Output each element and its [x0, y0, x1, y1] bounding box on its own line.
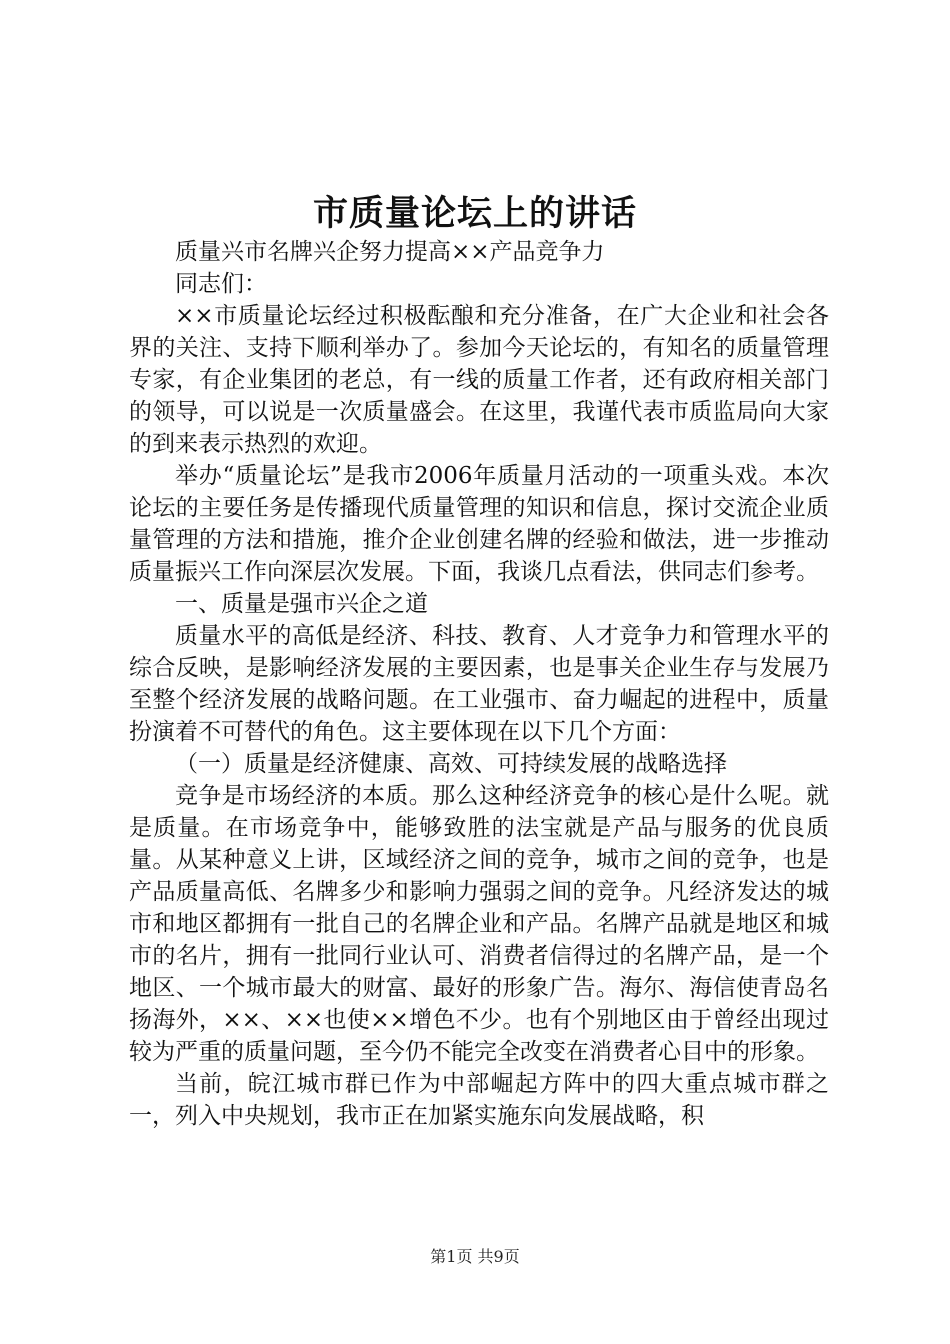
- document-body: [129, 236, 829, 1132]
- body-paragraph: ××市质量论坛经过积极酝酿和充分准备，在广大企业和社会各界的关注、支持下顺利举办了。参加今天论坛的，有知名的质量管理专家，有企业集团的老总，有一线的质量工作者，还有政府相关部门的领导，可以说是一次质量盛会。在这里，我谨代表市质监局向大家的到来表示热烈的欢迎。: [129, 303, 829, 457]
- document-title: 市质量论坛上的讲话: [312, 193, 637, 234]
- section-heading: 一、质量是强市兴企之道: [175, 591, 428, 617]
- body-paragraph: 当前，皖江城市群已作为中部崛起方阵中的四大重点城市群之一，列入中央规划，我市正在加紧实施东向发展战略，积: [129, 1071, 829, 1129]
- body-paragraph: 竞争是市场经济的本质。那么这种经济竞争的核心是什么呢。就是质量。在市场竞争中，能够致胜的法宝就是产品与服务的优良质量。从某种意义上讲，区域经济之间的竞争，城市之间的竞争，也是产品质量高低、名牌多少和影响力强弱之间的竞争。凡经济发达的城市和地区都拥有一批自己的名牌企业和产品。名牌产品就是地区和城市的名片，拥有一批同行业认可、消费者信得过的名牌产品，是一个地区、一个城市最大的财富、最好的形象广告。海尔、海信使青岛名扬海外，××、××也使××增色不少。也有个别地区由于曾经出现过较为严重的质量问题，至今仍不能完全改变在消费者心目中的形象。: [129, 783, 829, 1065]
- subsection-heading: （一）质量是经济健康、高效、可持续发展的战略选择: [175, 751, 727, 777]
- subtitle-paragraph: 质量兴市名牌兴企努力提高××产品竞争力: [175, 239, 605, 265]
- body-paragraph: 举办“质量论坛”是我市2006年质量月活动的一项重头戏。本次论坛的主要任务是传播现代质量管理的知识和信息，探讨交流企业质量管理的方法和措施，推介企业创建名牌的经验和做法，进一步推动质量振兴工作向深层次发展。下面，我谈几点看法，供同志们参考。: [129, 463, 829, 585]
- salutation-paragraph: 同志们：: [175, 271, 267, 297]
- page-number-footer: 第1页 共9页: [430, 1247, 520, 1266]
- body-paragraph: 质量水平的高低是经济、科技、教育、人才竞争力和管理水平的综合反映，是影响经济发展的主要因素，也是事关企业生存与发展乃至整个经济发展的战略问题。在工业强市、奋力崛起的进程中，质量扮演着不可替代的角色。这主要体现在以下几个方面：: [129, 623, 829, 745]
